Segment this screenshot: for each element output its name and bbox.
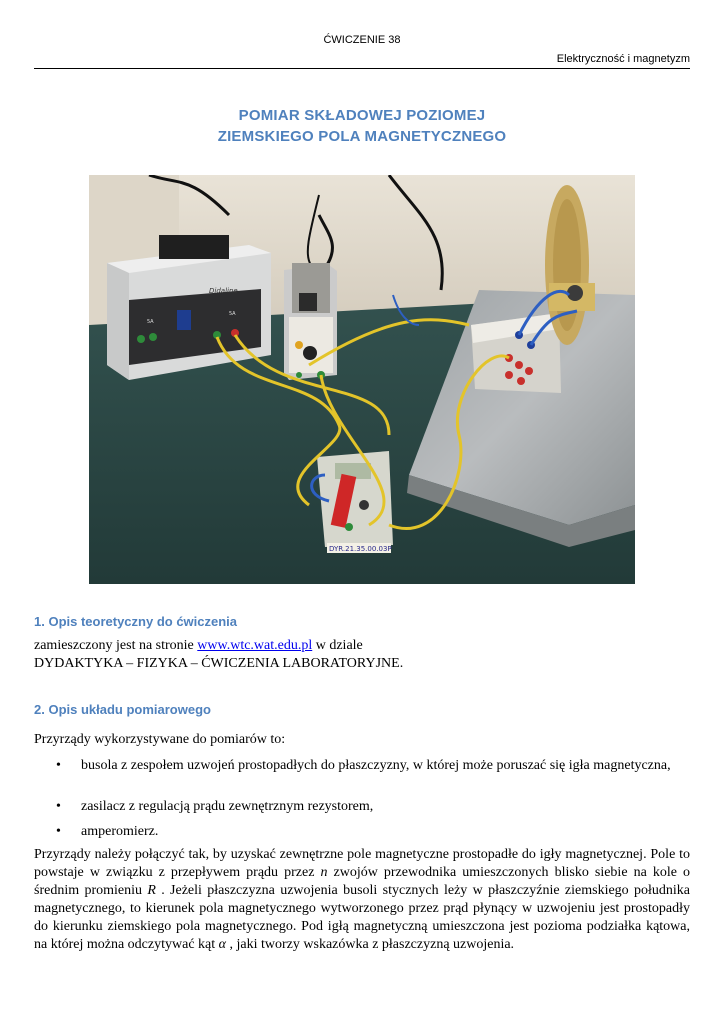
paragraph-part-d: , jaki tworzy wskazówka z płaszczyzną uzwojenia.: [226, 937, 515, 952]
bullet-icon: •: [56, 824, 61, 839]
section-2-paragraph: [34, 846, 690, 954]
lab-setup-photo: [89, 175, 635, 584]
svg-text:5A: 5A: [147, 319, 154, 325]
alpha-symbol: α: [218, 937, 227, 952]
page-title: [0, 105, 724, 147]
r-symbol: R: [147, 883, 156, 898]
title-line-2: ZIEMSKIEGO POLA MAGNETYCZNEGO: [217, 128, 507, 145]
n-symbol: n: [320, 865, 328, 880]
header-rule: [34, 68, 690, 69]
section-1-line-1: [34, 637, 690, 655]
lab-setup-illustration: [89, 175, 635, 584]
list-item-text: busola z zespołem uzwojeń prostopadłych do płaszczyzny, w której może poruszać się igła magnetyczna,: [81, 758, 671, 773]
paragraph-part-b: zwojów przewodnika umieszczonych blisko siebie na kole o średnim promieniu: [34, 865, 691, 898]
list-item-text: amperomierz.: [81, 824, 159, 839]
section-1-text-before-link: zamieszczony jest na stronie: [34, 638, 198, 653]
section-2-heading: 2. Opis układu pomiarowego: [34, 702, 211, 717]
section-1-text-after-link: w dziale: [312, 638, 363, 653]
paragraph-part-c: . Jeżeli płaszczyzna uzwojenia busoli stycznych leży w płaszczyźnie ziemskiego południka magnetycznego, to kierunek pola magnetycznego wytworzonego przez prąd płynący w uzwojeniu jest prostopadły do kierunku ziemskiego pola magnetycznego. Pod igłą magnetyczną umieszczona jest pozioma podziałka kątowa, na której można odczytywać kąt: [34, 883, 690, 952]
title-line-1: POMIAR SKŁADOWEJ POZIOMEJ: [238, 107, 486, 124]
section-1-line-2: DYDAKTYKA – FIZYKA – ĆWICZENIA LABORATORYJNE.: [34, 656, 404, 671]
bullet-icon: •: [56, 799, 61, 814]
list-item-text: zasilacz z regulacją prądu zewnętrznym rezystorem,: [81, 799, 374, 814]
svg-text:Didaline: Didaline: [209, 287, 238, 295]
header-exercise: ĆWICZENIE 38: [323, 34, 401, 46]
section-1-heading: 1. Opis teoretyczny do ćwiczenia: [34, 614, 238, 629]
header-subject: Elektryczność i magnetyzm: [556, 53, 690, 65]
website-link[interactable]: www.wtc.wat.edu.pl: [197, 638, 313, 653]
section-2-intro: Przyrządy wykorzystywane do pomiarów to:: [34, 732, 286, 747]
section-1-paragraph: [34, 637, 690, 673]
svg-text:5A: 5A: [229, 311, 236, 317]
paragraph-part-a: Przyrządy należy połączyć tak, by uzyskać zewnętrzne pole magnetyczne prostopadłe do igły magnetycznej. Pole to powstaje w związku z przepływem prądu przez: [34, 847, 690, 880]
bullet-icon: •: [56, 758, 61, 773]
svg-text:DYR.21.35.00.03P: DYR.21.35.00.03P: [329, 545, 392, 553]
